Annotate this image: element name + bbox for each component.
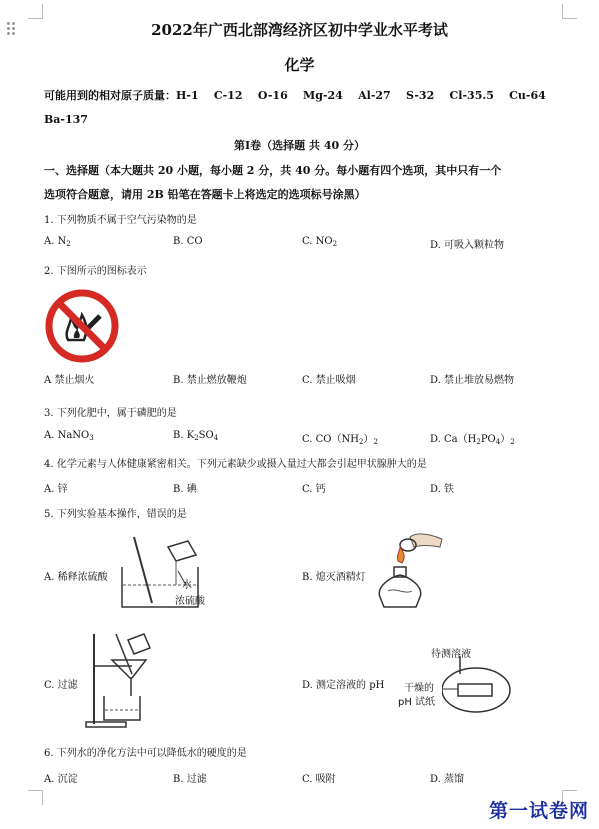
question-4-option-b[interactable]: B. 碘 xyxy=(173,484,197,495)
question-3-option-a[interactable] xyxy=(44,430,94,442)
question-5-option-c[interactable]: C. 过滤 xyxy=(44,680,78,691)
corner-mark-top-left xyxy=(28,4,43,19)
question-2-option-c[interactable]: C. 禁止吸烟 xyxy=(302,375,356,386)
question-3-option-c[interactable] xyxy=(302,430,378,446)
question-5-option-b[interactable]: B. 熄灭酒精灯 xyxy=(302,572,366,583)
question-4-option-a[interactable]: A. 锌 xyxy=(44,484,68,495)
filtration-diagram xyxy=(84,630,164,730)
question-2-option-a[interactable]: A 禁止烟火 xyxy=(44,375,95,386)
option-text: C. NO xyxy=(302,236,333,247)
question-6-option-c[interactable]: C. 吸附 xyxy=(302,774,336,785)
option-text: ） xyxy=(363,434,374,445)
atomic-mass-line-1: 可能用到的相对原子质量：H-1 C-12 O-16 Mg-24 Al-27 S-32 Cl-35.5 Cu-64 xyxy=(44,89,546,102)
question-5-option-a[interactable]: A. 稀释浓硫酸 xyxy=(44,572,108,583)
question-1-option-b[interactable]: B. CO xyxy=(173,236,203,247)
question-1-stem: 1. 下列物质不属于空气污染物的是 xyxy=(44,215,197,226)
no-fire-sign-icon xyxy=(44,288,120,364)
conc-acid-label: 浓硫酸 xyxy=(175,596,205,607)
exam-title: 2022年广西北部湾经济区初中学业水平考试 xyxy=(151,21,448,39)
question-6-option-a[interactable]: A. 沉淀 xyxy=(44,774,78,785)
ph-paper-label: pH 试纸 xyxy=(398,697,436,708)
question-3-option-d[interactable] xyxy=(430,430,515,446)
option-text: A. NaNO xyxy=(44,430,90,441)
question-2-stem: 2. 下图所示的图标表示 xyxy=(44,266,147,277)
section-title: 第Ⅰ卷（选择题 共 40 分） xyxy=(234,139,365,152)
subscript: 3 xyxy=(89,434,94,442)
subscript: 2 xyxy=(510,438,515,446)
section-instruction-1: 一、选择题（本大题共 20 小题，每小题 2 分，共 40 分。每小题有四个选项，其中只有一个 xyxy=(44,164,502,177)
question-6-option-d[interactable]: D. 蒸馏 xyxy=(430,774,465,785)
subscript: 2 xyxy=(66,240,71,248)
site-watermark: 第一试卷网 xyxy=(488,800,589,822)
subscript: 2 xyxy=(476,438,481,446)
option-text: D. Ca（H xyxy=(430,434,477,445)
alcohol-lamp-diagram xyxy=(370,527,448,615)
section-instruction-2: 选项符合题意，请用 2B 铅笔在答题卡上将选定的选项标号涂黑） xyxy=(44,188,366,201)
question-6-stem: 6. 下列水的净化方法中可以降低水的硬度的是 xyxy=(44,748,247,759)
option-text: B. K xyxy=(173,430,195,441)
option-text: SO xyxy=(198,430,214,441)
option-text: ） xyxy=(500,434,511,445)
option-text: A. N xyxy=(44,236,67,247)
water-label: 水 xyxy=(182,580,192,591)
subject-title: 化学 xyxy=(284,56,315,74)
subscript: 2 xyxy=(332,240,338,248)
question-2-option-d[interactable]: D. 禁止堆放易燃物 xyxy=(430,375,515,386)
option-text: C. CO（NH xyxy=(302,434,359,445)
corner-mark-top-right xyxy=(562,4,577,19)
question-1-option-c[interactable] xyxy=(302,236,337,248)
question-4-stem: 4. 化学元素与人体健康紧密相关。下列元素缺少或摄入量过大都会引起甲状腺肿大的是 xyxy=(44,459,427,470)
question-3-stem: 3. 下列化肥中，属于磷肥的是 xyxy=(44,408,177,419)
subscript: 2 xyxy=(373,438,378,446)
corner-mark-bottom-left xyxy=(28,790,43,805)
subscript: 4 xyxy=(495,438,501,446)
question-3-option-b[interactable] xyxy=(173,430,218,442)
question-6-option-b[interactable]: B. 过滤 xyxy=(173,774,207,785)
subscript: 2 xyxy=(194,434,199,442)
subscript: 2 xyxy=(358,438,364,446)
subscript: 4 xyxy=(213,434,219,442)
dry-label: 干燥的 xyxy=(404,683,434,694)
atomic-mass-line-2: Ba-137 xyxy=(44,113,88,126)
question-4-option-d[interactable]: D. 铁 xyxy=(430,484,455,495)
option-text: PO xyxy=(480,434,496,445)
question-5-option-d[interactable]: D. 测定溶液的 pH xyxy=(302,680,385,691)
question-4-option-c[interactable]: C. 钙 xyxy=(302,484,326,495)
question-5-stem: 5. 下列实验基本操作，错误的是 xyxy=(44,509,187,520)
question-1-option-a[interactable] xyxy=(44,236,71,248)
ph-test-diagram xyxy=(442,656,542,726)
question-2-option-b[interactable]: B. 禁止燃放鞭炮 xyxy=(173,375,247,386)
test-solution-label: 待测溶液 xyxy=(431,649,471,660)
question-1-option-d[interactable]: D. 可吸入颗粒物 xyxy=(430,240,505,251)
